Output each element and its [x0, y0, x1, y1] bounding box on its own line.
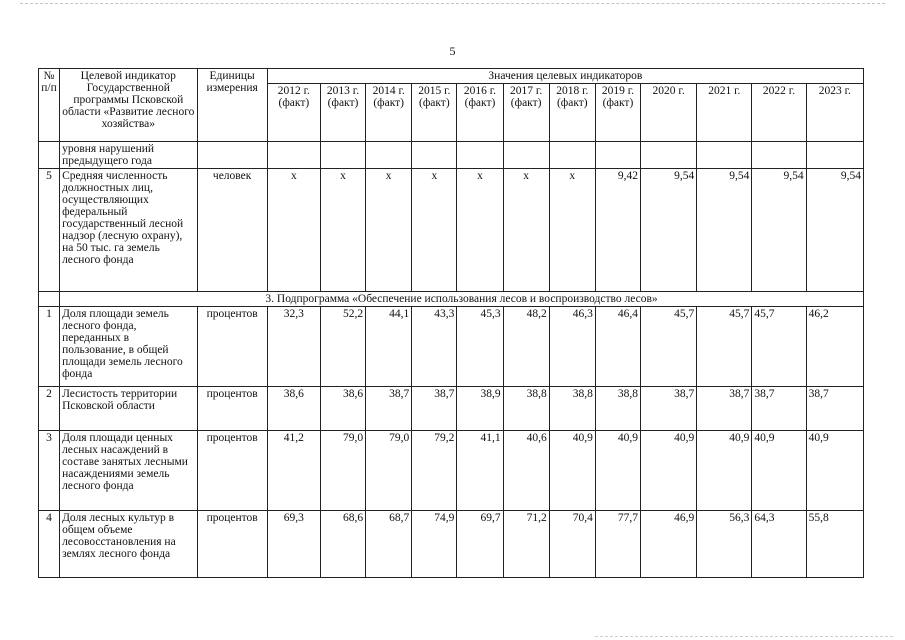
value-cell: 46,2: [806, 307, 863, 387]
value-cell: 9,54: [641, 169, 697, 292]
value-cell: 70,4: [549, 511, 595, 578]
cell-empty: [641, 142, 697, 169]
scan-edge-top: [20, 3, 885, 4]
value-cell: 79,0: [320, 431, 365, 511]
header-year: 2013 г. (факт): [320, 84, 365, 142]
table-row: [39, 307, 864, 387]
unit: процентов: [197, 431, 267, 511]
section-header-row: [39, 292, 864, 307]
indicator-name: Лесистость территории Псковской области: [60, 387, 197, 431]
value-cell: 68,6: [320, 511, 365, 578]
value-cell: х: [267, 169, 320, 292]
value-cell: 77,7: [595, 511, 640, 578]
header-year: 2014 г. (факт): [366, 84, 412, 142]
header-row-1: [39, 69, 864, 84]
value-cell: 40,9: [641, 431, 697, 511]
value-cell: 38,8: [549, 387, 595, 431]
cell-empty: [412, 142, 457, 169]
cell-empty: [267, 142, 320, 169]
value-cell: х: [457, 169, 503, 292]
header-year: 2012 г. (факт): [267, 84, 320, 142]
unit: человек: [197, 169, 267, 292]
value-cell: 40,6: [503, 431, 549, 511]
header-year: 2021 г.: [697, 84, 752, 142]
value-cell: 52,2: [320, 307, 365, 387]
table-row: [39, 387, 864, 431]
cell-empty: [366, 142, 412, 169]
row-number: 1: [39, 307, 60, 387]
cell-empty: [197, 142, 267, 169]
row-number: 2: [39, 387, 60, 431]
continuation-text: уровня нарушений предыдущего года: [60, 142, 197, 169]
value-cell: 48,2: [503, 307, 549, 387]
value-cell: х: [412, 169, 457, 292]
value-cell: 38,8: [595, 387, 640, 431]
value-cell: 38,9: [457, 387, 503, 431]
header-year: 2018 г. (факт): [549, 84, 595, 142]
value-cell: 38,7: [697, 387, 752, 431]
value-cell: 32,3: [267, 307, 320, 387]
value-cell: 41,2: [267, 431, 320, 511]
cell-empty: [503, 142, 549, 169]
cell-empty: [595, 142, 640, 169]
header-indicator: Целевой индикатор Государственной программы Псковской области «Развитие лесного хозяйства»: [60, 69, 197, 142]
value-cell: 38,6: [320, 387, 365, 431]
header-year: 2019 г. (факт): [595, 84, 640, 142]
unit: процентов: [197, 511, 267, 578]
cell-empty: [39, 142, 60, 169]
value-cell: 79,0: [366, 431, 412, 511]
header-units: Единицы измерения: [197, 69, 267, 142]
value-cell: 68,7: [366, 511, 412, 578]
value-cell: 38,7: [412, 387, 457, 431]
value-cell: 45,7: [752, 307, 806, 387]
value-cell: 44,1: [366, 307, 412, 387]
row-number: 3: [39, 431, 60, 511]
header-num: № п/п: [39, 69, 60, 142]
value-cell: 9,54: [752, 169, 806, 292]
indicator-name: Доля лесных культур в общем объеме лесовосстановления на землях лесного фонда: [60, 511, 197, 578]
cell-empty: [549, 142, 595, 169]
indicator-name: Средняя численность должностных лиц, осуществляющих федеральный государственный лесной надзор (лесную охрану), на 50 тыс. га земель лесного фонда: [60, 169, 197, 292]
value-cell: 38,7: [752, 387, 806, 431]
value-cell: 38,7: [366, 387, 412, 431]
value-cell: 56,3: [697, 511, 752, 578]
value-cell: 69,3: [267, 511, 320, 578]
value-cell: х: [366, 169, 412, 292]
unit: процентов: [197, 387, 267, 431]
header-year: 2022 г.: [752, 84, 806, 142]
section-title: 3. Подпрограмма «Обеспечение использования лесов и воспроизводство лесов»: [60, 292, 864, 307]
value-cell: 40,9: [806, 431, 863, 511]
value-cell: 45,7: [697, 307, 752, 387]
value-cell: 9,42: [595, 169, 640, 292]
value-cell: 38,8: [503, 387, 549, 431]
row-number: 5: [39, 169, 60, 292]
header-year: 2015 г. (факт): [412, 84, 457, 142]
header-year: 2017 г. (факт): [503, 84, 549, 142]
scan-edge-bottom: [595, 636, 893, 637]
cell-empty: [697, 142, 752, 169]
table-row: [39, 511, 864, 578]
header-values-group: Значения целевых индикаторов: [267, 69, 863, 84]
value-cell: 45,3: [457, 307, 503, 387]
value-cell: 46,4: [595, 307, 640, 387]
header-year: 2023 г.: [806, 84, 863, 142]
cell-empty: [752, 142, 806, 169]
value-cell: 38,7: [641, 387, 697, 431]
value-cell: х: [549, 169, 595, 292]
value-cell: 55,8: [806, 511, 863, 578]
value-cell: 46,3: [549, 307, 595, 387]
page-number: 5: [449, 44, 456, 58]
row-number: 4: [39, 511, 60, 578]
value-cell: 41,1: [457, 431, 503, 511]
value-cell: 40,9: [549, 431, 595, 511]
value-cell: 38,6: [267, 387, 320, 431]
value-cell: 74,9: [412, 511, 457, 578]
value-cell: 69,7: [457, 511, 503, 578]
value-cell: 71,2: [503, 511, 549, 578]
unit: процентов: [197, 307, 267, 387]
value-cell: 46,9: [641, 511, 697, 578]
cell-empty: [457, 142, 503, 169]
indicator-name: Доля площади ценных лесных насаждений в составе занятых лесными насаждениями земель лесного фонда: [60, 431, 197, 511]
value-cell: 40,9: [697, 431, 752, 511]
cell-empty: [39, 292, 60, 307]
cell-empty: [320, 142, 365, 169]
indicators-table: [38, 68, 864, 578]
value-cell: 45,7: [641, 307, 697, 387]
continuation-row: [39, 142, 864, 169]
indicator-name: Доля площади земель лесного фонда, переданных в пользование, в общей площади земель лесного фонда: [60, 307, 197, 387]
value-cell: 38,7: [806, 387, 863, 431]
value-cell: 79,2: [412, 431, 457, 511]
table-row: [39, 169, 864, 292]
header-year: 2016 г. (факт): [457, 84, 503, 142]
value-cell: 43,3: [412, 307, 457, 387]
cell-empty: [806, 142, 863, 169]
value-cell: 64,3: [752, 511, 806, 578]
header-year: 2020 г.: [641, 84, 697, 142]
value-cell: х: [503, 169, 549, 292]
value-cell: 9,54: [697, 169, 752, 292]
value-cell: 9,54: [806, 169, 863, 292]
table-row: [39, 431, 864, 511]
value-cell: 40,9: [595, 431, 640, 511]
value-cell: х: [320, 169, 365, 292]
value-cell: 40,9: [752, 431, 806, 511]
